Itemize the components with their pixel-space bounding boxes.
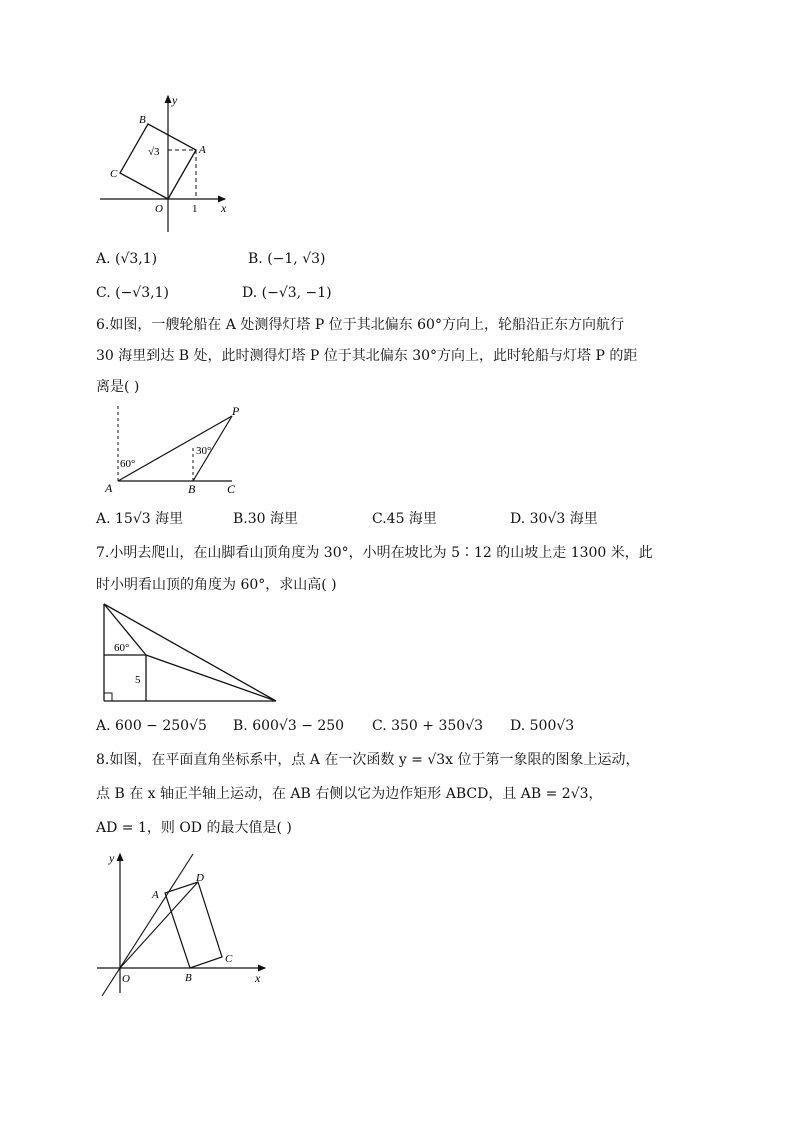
- q5-figure: [95, 90, 245, 240]
- q6-stem-line3: 离是( ): [96, 379, 140, 395]
- label-sqrt3: √3: [148, 146, 160, 158]
- q7-option-a[interactable]: A. 600 − 250√5: [96, 718, 207, 734]
- line-y-sqrt3x: [102, 854, 193, 996]
- angle-30: 30°: [196, 445, 212, 457]
- q6-stem-line2: 30 海里到达 B 处，此时测得灯塔 P 位于其北偏东 30°方向上，此时轮船与灯塔 P 的距: [96, 348, 638, 364]
- q8-figure: [95, 848, 275, 998]
- q5-option-c[interactable]: C. (−√3,1): [96, 285, 169, 301]
- q7-stem-line2: 时小明看山顶的角度为 60°，求山高( ): [96, 577, 337, 593]
- q8-stem-line2: 点 B 在 x 轴正半轴上运动，在 AB 右侧以它为边作矩形 ABCD，且 AB = 2√3，: [96, 786, 603, 802]
- angle-60: 60°: [114, 642, 130, 654]
- q5-option-a[interactable]: A. (√3,1): [96, 251, 158, 267]
- label-x: x: [221, 201, 227, 215]
- label-c: C: [227, 482, 236, 496]
- label-b: B: [185, 972, 192, 984]
- label-o: O: [122, 973, 130, 985]
- right-angle-mark: [104, 693, 112, 701]
- label-y: y: [109, 851, 115, 865]
- q7-option-c[interactable]: C. 350 + 350√3: [372, 718, 484, 734]
- q6-figure: [100, 402, 260, 498]
- q7-option-b[interactable]: B. 600√3 − 250: [233, 718, 345, 734]
- label-p: P: [232, 404, 240, 418]
- label-b: B: [188, 482, 196, 496]
- q7-figure: [100, 600, 280, 706]
- label-a: A: [199, 144, 206, 156]
- label-c: C: [110, 168, 118, 180]
- label-a: A: [152, 889, 159, 901]
- label-x: x: [255, 971, 261, 985]
- line-ap: [118, 416, 232, 481]
- label-five: 5: [135, 674, 141, 686]
- angle-60: 60°: [120, 458, 136, 470]
- label-b: B: [139, 114, 146, 126]
- q7-stem-line1: 7.小明去爬山，在山脚看山顶角度为 30°，小明在坡比为 5∶12 的山坡上走 1300 米，此: [96, 545, 653, 561]
- q7-option-d[interactable]: D. 500√3: [510, 718, 575, 734]
- square-oabc: [120, 124, 196, 199]
- label-c: C: [225, 953, 233, 965]
- label-a: A: [105, 481, 113, 495]
- label-y: y: [172, 93, 178, 107]
- label-o: O: [155, 203, 163, 215]
- q6-option-c[interactable]: C.45 海里: [372, 511, 437, 527]
- q6-option-d[interactable]: D. 30√3 海里: [510, 511, 598, 527]
- sightline-foot: [104, 604, 276, 701]
- q6-option-a[interactable]: A. 15√3 海里: [96, 511, 184, 527]
- q8-stem-line3: AD = 1，则 OD 的最大值是( ): [96, 820, 292, 836]
- q6-stem-line1: 6.如图，一艘轮船在 A 处测得灯塔 P 位于其北偏东 60°方向上，轮船沿正东方向航行: [96, 317, 624, 333]
- label-one: 1: [192, 203, 198, 215]
- label-d: D: [196, 872, 204, 884]
- q5-option-d[interactable]: D. (−√3, −1): [242, 285, 332, 301]
- q6-option-b[interactable]: B.30 海里: [233, 511, 299, 527]
- rectangle-abcd: [165, 882, 222, 968]
- q8-stem-line1: 8.如图，在平面直角坐标系中，点 A 在一次函数 y = √3x 位于第一象限的图象上运动，: [96, 752, 640, 768]
- q5-option-b[interactable]: B. (−1, √3): [248, 251, 326, 267]
- slope-line: [146, 655, 276, 701]
